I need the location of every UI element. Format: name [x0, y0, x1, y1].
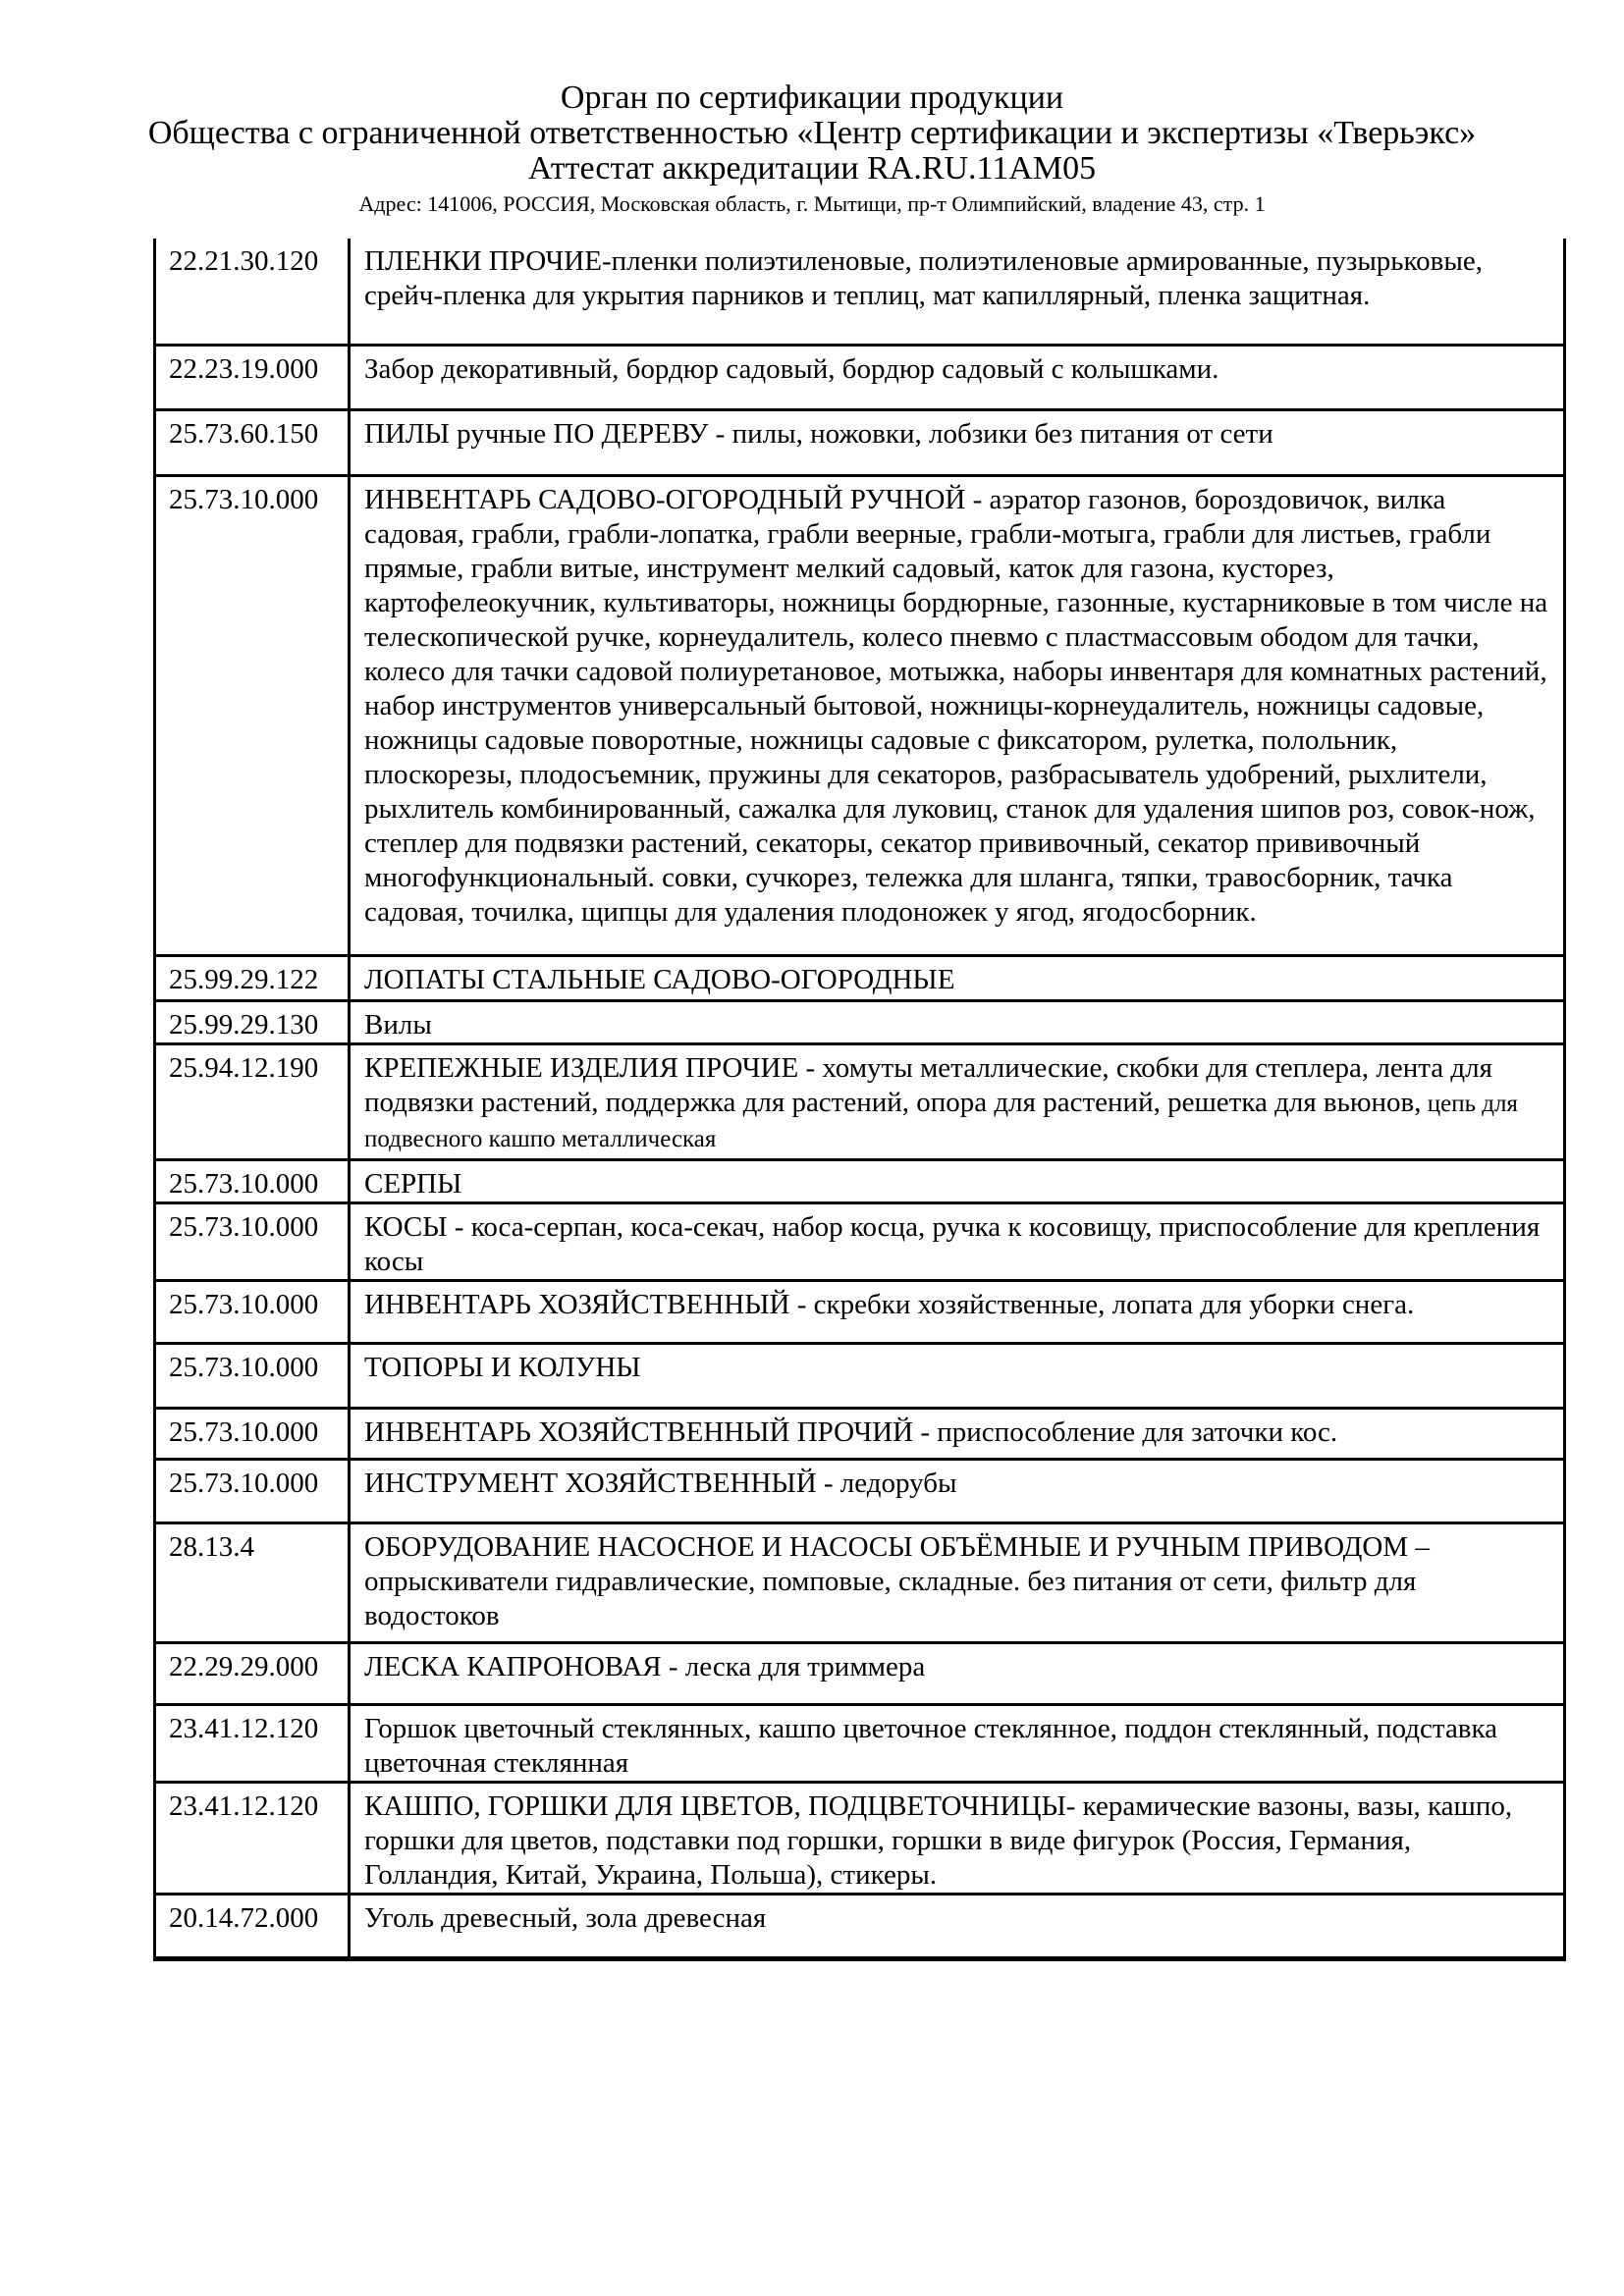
- description-cell: [351, 1706, 1563, 1781]
- description-cell: [351, 347, 1563, 408]
- table-row: [156, 411, 1563, 477]
- header-accreditation-line: Аттестат аккредитации RA.RU.11АМ05: [527, 150, 1097, 187]
- product-code: 22.23.19.000: [169, 353, 319, 385]
- product-code: 25.73.10.000: [169, 1168, 319, 1200]
- product-code: 25.99.29.122: [169, 964, 319, 995]
- table-row: [156, 1784, 1563, 1896]
- description-cell: [351, 1784, 1563, 1893]
- code-cell: [156, 1002, 351, 1042]
- code-cell: [156, 1161, 351, 1201]
- product-code: 28.13.4: [169, 1531, 254, 1563]
- product-description: ЛОПАТЫ СТАЛЬНЫЕ САДОВО-ОГОРОДНЫЕ: [364, 964, 955, 995]
- product-description-small: цепь для подвесного кашпо металлическая: [364, 1091, 1518, 1152]
- table-row: [156, 1002, 1563, 1045]
- product-code: 25.73.10.000: [169, 1468, 319, 1499]
- header-address-line: Адрес: 141006, РОССИЯ, Московская область, г. Мытищи, пр-т Олимпийский, владение 43, стр. 1: [358, 191, 1266, 216]
- code-cell: [156, 347, 351, 408]
- table-row: [156, 1345, 1563, 1410]
- product-description: Уголь древесный, зола древесная: [364, 1902, 767, 1934]
- description-cell: [351, 477, 1563, 954]
- product-description: Горшок цветочный стеклянных, кашпо цветочное стеклянное, поддон стеклянный, подставка цветочная стеклянная: [364, 1713, 1498, 1779]
- code-cell: [156, 1706, 351, 1781]
- product-code: 22.29.29.000: [169, 1651, 319, 1682]
- description-cell: [351, 1644, 1563, 1703]
- product-code: 22.21.30.120: [169, 245, 319, 277]
- product-description: ЛЕСКА КАПРОНОВАЯ - леска для триммера: [364, 1651, 926, 1682]
- product-code: 25.73.10.000: [169, 484, 319, 515]
- product-code: 25.94.12.190: [169, 1052, 319, 1084]
- table-row: [156, 347, 1563, 411]
- description-cell: [351, 411, 1563, 474]
- code-cell: [156, 1410, 351, 1458]
- product-description: КРЕПЕЖНЫЕ ИЗДЕЛИЯ ПРОЧИЕ - хомуты металлические, скобки для степлера, лента для подвязки растений, поддержка для растений, опора для растений, решетка для вьюнов,: [364, 1052, 1492, 1118]
- code-cell: [156, 1345, 351, 1407]
- product-description: ИНСТРУМЕНТ ХОЗЯЙСТВЕННЫЙ - ледорубы: [364, 1468, 957, 1499]
- certification-products-table: [153, 239, 1566, 1961]
- table-row: [156, 1896, 1563, 1959]
- description-cell: [351, 239, 1563, 344]
- product-description: ОБОРУДОВАНИЕ НАСОСНОЕ И НАСОСЫ ОБЪЁМНЫЕ И РУЧНЫМ ПРИВОДОМ – опрыскиватели гидравлические, помповые, складные. без питания от сети, фильтр для водостоков: [364, 1531, 1430, 1631]
- product-description: ИНВЕНТАРЬ ХОЗЯЙСТВЕННЫЙ ПРОЧИЙ - приспособление для заточки кос.: [364, 1416, 1338, 1448]
- code-cell: [156, 1045, 351, 1158]
- product-description: КОСЫ - коса-серпан, коса-секач, набор косца, ручка к косовищу, приспособление для крепления косы: [364, 1211, 1541, 1277]
- table-row: [156, 239, 1563, 347]
- table-row: [156, 957, 1563, 1002]
- header-org-line: Орган по сертификации продукции: [560, 80, 1064, 116]
- description-cell: [351, 1002, 1563, 1042]
- product-description: ПЛЕНКИ ПРОЧИЕ-пленки полиэтиленовые, полиэтиленовые армированные, пузырьковые, срейч-пленка для укрытия парников и теплиц, мат капиллярный, пленка защитная.: [364, 245, 1483, 311]
- table-row: [156, 1461, 1563, 1524]
- table-row: [156, 1410, 1563, 1461]
- description-cell: [351, 1282, 1563, 1342]
- code-cell: [156, 1896, 351, 1956]
- table-row: [156, 477, 1563, 957]
- table-row: [156, 1204, 1563, 1282]
- code-cell: [156, 1524, 351, 1641]
- description-cell: [351, 1410, 1563, 1458]
- product-description: ПИЛЫ ручные ПО ДЕРЕВУ - пилы, ножовки, лобзики без питания от сети: [364, 418, 1273, 450]
- product-description: ИНВЕНТАРЬ ХОЗЯЙСТВЕННЫЙ - скребки хозяйственные, лопата для уборки снега.: [364, 1289, 1415, 1320]
- product-code: 25.73.10.000: [169, 1352, 319, 1383]
- code-cell: [156, 1282, 351, 1342]
- code-cell: [156, 477, 351, 954]
- document-header: [0, 80, 1624, 218]
- code-cell: [156, 1644, 351, 1703]
- table-row: [156, 1282, 1563, 1345]
- code-cell: [156, 239, 351, 344]
- product-description: Забор декоративный, бордюр садовый, бордюр садовый с колышками.: [364, 353, 1219, 385]
- product-code: 25.73.60.150: [169, 418, 319, 450]
- description-cell: [351, 1524, 1563, 1641]
- product-description: ИНВЕНТАРЬ САДОВО-ОГОРОДНЫЙ РУЧНОЙ - аэратор газонов, бороздовичок, вилка садовая, грабли, грабли-лопатка, грабли веерные, грабли-мотыга, грабли для листьев, грабли прямые, грабли витые, инструмент мелкий садовый, каток для газона, кусторез, картофелеокучник, культиваторы, ножницы бордюрные, газонные, кустарниковые в том числе на телескопической ручке, корнеудалитель, колесо пневмо с пластмассовым ободом для тачки, колесо для тачки садовой полиуретановое, мотыжка, наборы инвентаря для комнатных растений, набор инструментов универсальный бытовой, ножницы-корнеудалитель, ножницы садовые, ножницы садовые поворотные, ножницы садовые с фиксатором, рулетка, полольник, плоскорезы, плодосъемник, пружины для секаторов, разбрасыватель удобрений, рыхлители, рыхлитель комбинированный, сажалка для луковиц, станок для удаления шипов роз, совок-нож, степлер для подвязки растений, секаторы, секатор прививочный, секатор прививочный многофункциональный. совки, сучкорез, тележка для шланга, тяпки, травосборник, тачка садовая, точилка, щипцы для удаления плодоножек у ягод, ягодосборник.: [364, 484, 1548, 928]
- product-code: 20.14.72.000: [169, 1902, 319, 1934]
- product-description: Вилы: [364, 1009, 432, 1041]
- table-row: [156, 1161, 1563, 1204]
- product-code: 25.73.10.000: [169, 1211, 319, 1243]
- description-cell: [351, 957, 1563, 999]
- code-cell: [156, 1784, 351, 1893]
- product-code: 25.73.10.000: [169, 1289, 319, 1320]
- product-description: КАШПО, ГОРШКИ ДЛЯ ЦВЕТОВ, ПОДЦВЕТОЧНИЦЫ- керамические вазоны, вазы, кашпо, горшки для цветов, подставки под горшки, горшки в виде фигурок (Россия, Германия, Голландия, Китай, Украина, Польша), стикеры.: [364, 1790, 1513, 1891]
- header-company-line: Общества с ограниченной ответственностью «Центр сертификации и экспертизы «Тверьэкс»: [147, 115, 1477, 151]
- product-code: 23.41.12.120: [169, 1790, 319, 1822]
- product-description: ТОПОРЫ И КОЛУНЫ: [364, 1352, 641, 1383]
- table-row: [156, 1644, 1563, 1706]
- product-code: 25.73.10.000: [169, 1416, 319, 1448]
- description-cell: [351, 1045, 1563, 1158]
- code-cell: [156, 1204, 351, 1279]
- table-row: [156, 1706, 1563, 1784]
- description-cell: [351, 1896, 1563, 1956]
- code-cell: [156, 411, 351, 474]
- table-row: [156, 1524, 1563, 1644]
- product-description: СЕРПЫ: [364, 1168, 462, 1200]
- description-cell: [351, 1204, 1563, 1279]
- table-row: [156, 1045, 1563, 1161]
- description-cell: [351, 1461, 1563, 1522]
- product-code: 25.99.29.130: [169, 1009, 319, 1041]
- description-cell: [351, 1345, 1563, 1407]
- product-code: 23.41.12.120: [169, 1713, 319, 1744]
- code-cell: [156, 957, 351, 999]
- description-cell: [351, 1161, 1563, 1201]
- code-cell: [156, 1461, 351, 1522]
